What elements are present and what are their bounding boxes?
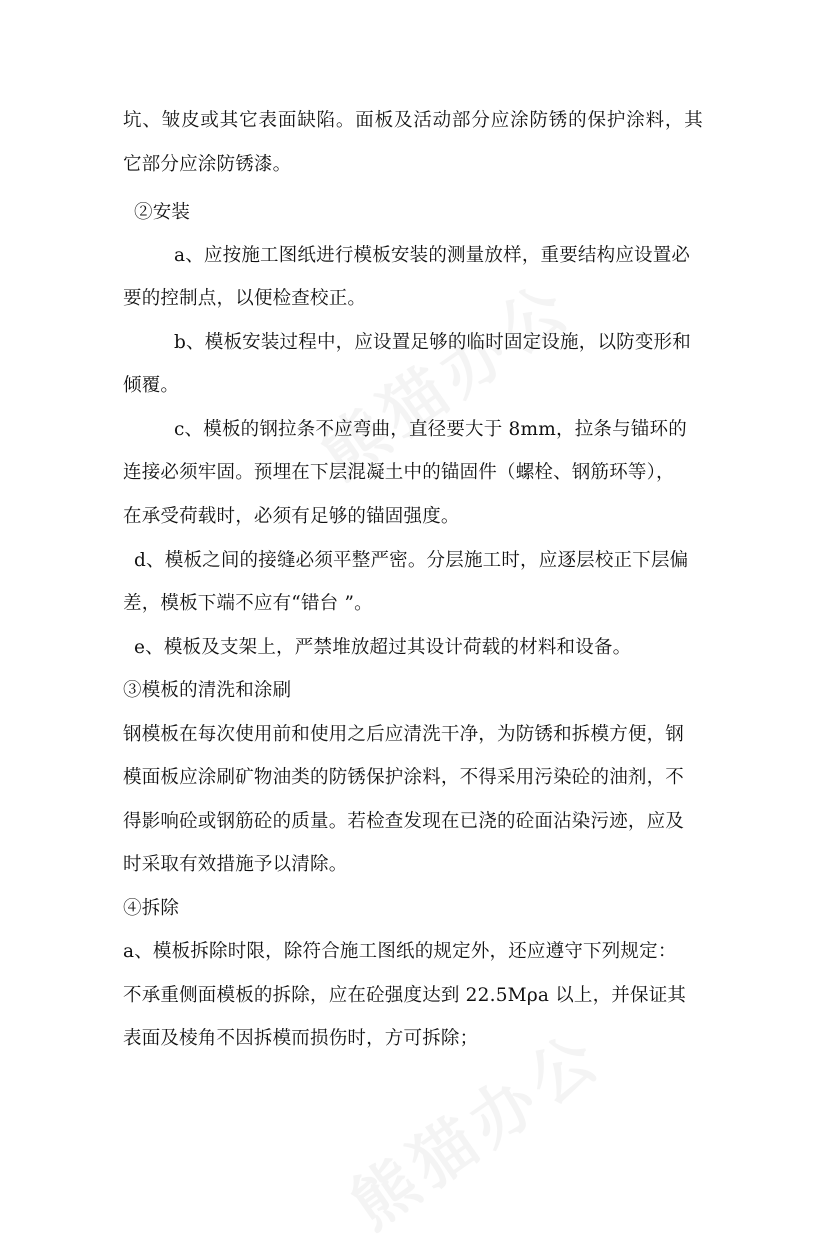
- text-line: 表面及棱角不因拆模而损伤时，方可拆除；: [123, 1028, 479, 1049]
- text-line: 不承重侧面模板的拆除，应在砼强度达到 22.5Mρa 以上，并保证其: [123, 985, 687, 1006]
- text-line: 它部分应涂防锈漆。: [123, 154, 292, 175]
- section-heading-install: ②安装: [134, 202, 191, 223]
- text-line: 时采取有效措施予以清除。: [123, 854, 348, 875]
- text-line: d、模板之间的接缝必须平整严密。分层施工时，应逐层校正下层偏: [134, 550, 689, 571]
- text-line: 模面板应涂刷矿物油类的防锈保护涂料，不得采用污染砼的油剂，不: [123, 767, 685, 788]
- text-line: a、应按施工图纸进行模板安装的测量放样，重要结构应设置必: [174, 245, 691, 266]
- text-line: e、模板及支架上，严禁堆放超过其设计荷载的材料和设备。: [134, 637, 632, 658]
- text-line: 差，模板下端不应有“错台 ”。: [123, 593, 373, 614]
- text-line: 得影响砼或钢筋砼的质量。若检查发现在已浇的砼面沾染污迹，应及: [123, 811, 685, 832]
- section-heading-cleaning: ③模板的清洗和涂刷: [123, 680, 292, 701]
- text-line: 在承受荷载时，必须有足够的锚固强度。: [123, 506, 460, 527]
- text-line: c、模板的钢拉条不应弯曲，直径要大于 8mm，拉条与锚环的: [174, 419, 687, 440]
- text-line: 要的控制点，以便检查校正。: [123, 288, 367, 309]
- text-line: 钢模板在每次使用前和使用之后应清洗干净，为防锈和拆模方便，钢: [123, 724, 685, 745]
- text-line: 坑、皱皮或其它表面缺陷。面板及活动部分应涂防锈的保护涂料，其: [123, 110, 703, 131]
- text-line: 连接必须牢固。预埋在下层混凝土中的锚固件（螺栓、钢筋环等），: [123, 462, 675, 483]
- text-line: 倾覆。: [123, 375, 180, 396]
- text-line: a、模板拆除时限，除符合施工图纸的规定外，还应遵守下列规定：: [123, 941, 677, 962]
- text-line: b、模板安装过程中，应设置足够的临时固定设施，以防变形和: [174, 332, 691, 353]
- section-heading-removal: ④拆除: [123, 898, 180, 919]
